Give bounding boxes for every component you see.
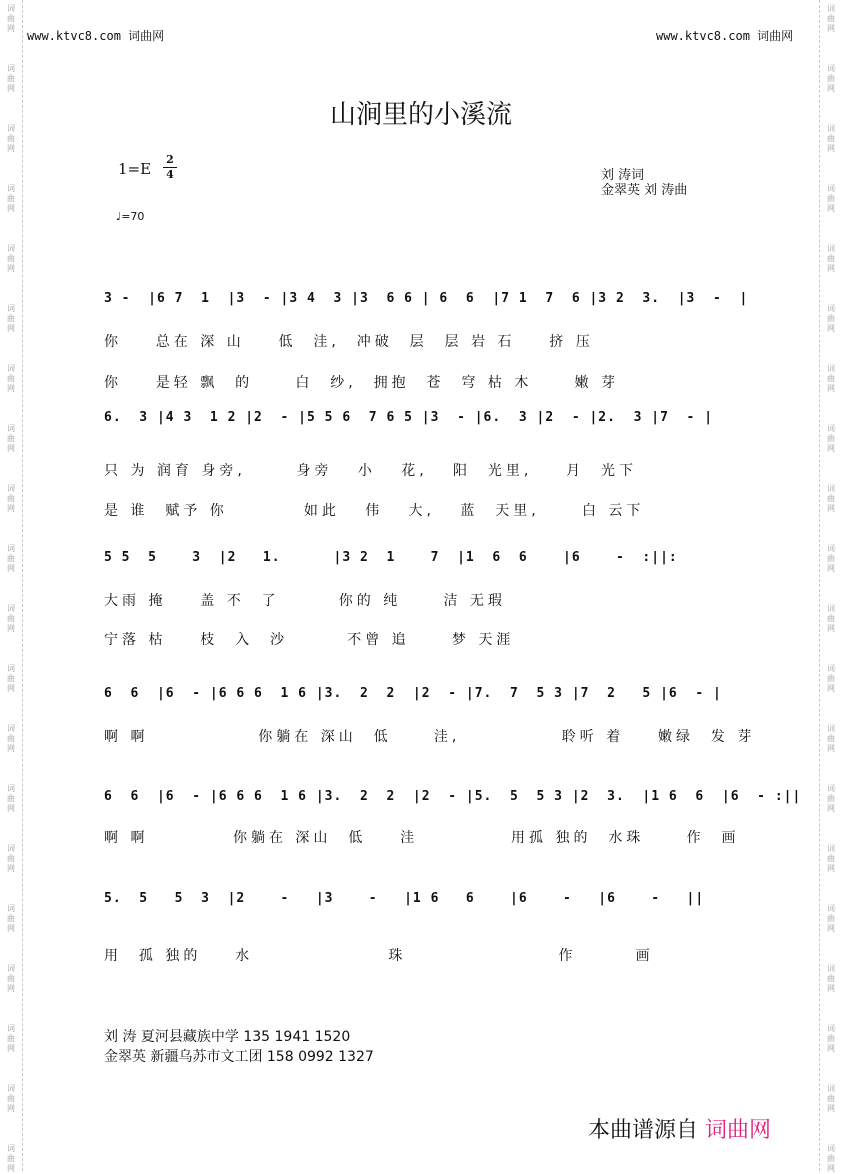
contact-lyricist: 刘 涛 夏河县藏族中学 135 1941 1520	[104, 1029, 351, 1045]
side-watermark-text: 词 曲 网	[827, 844, 835, 873]
lyric-line-3-verse-2: 宁落 枯 枝 入 沙 不曾 追 梦 天涯	[104, 632, 515, 648]
source-label: 本曲谱源自	[588, 1118, 699, 1143]
notation-line-6: 5. 5 5 3 |2 - |3 - |1 6 6 |6 - |6 - ||	[104, 891, 705, 906]
lyric-line-1-verse-2: 你 是轻 飘 的 白 纱, 拥抱 苍 穹 枯 木 嫩 芽	[104, 375, 620, 391]
side-watermark-text: 词 曲 网	[7, 1084, 15, 1113]
side-watermark-text: 词 曲 网	[827, 184, 835, 213]
side-watermark-text: 词 曲 网	[7, 4, 15, 33]
side-watermark-text: 词 曲 网	[827, 124, 835, 153]
lyricist-credit: 刘 涛词	[601, 168, 645, 183]
side-watermark-text: 词 曲 网	[7, 424, 15, 453]
lyric-line-2-verse-1: 只 为 润育 身旁, 身旁 小 花, 阳 光里, 月 光下	[104, 463, 638, 479]
side-watermark-text: 词 曲 网	[827, 724, 835, 753]
side-watermark-text: 词 曲 网	[7, 964, 15, 993]
lyric-line-3-verse-1: 大雨 掩 盖 不 了 你的 纯 洁 无瑕	[104, 593, 506, 609]
notation-line-4: 6 6 |6 - |6 6 6 1 6 |3. 2 2 |2 - |7. 7 5 3 |7 2 5 |6 - |	[104, 686, 722, 701]
side-watermark-text: 词 曲 网	[827, 1084, 835, 1113]
notation-line-2: 6. 3 |4 3 1 2 |2 - |5 5 6 7 6 5 |3 - |6. 3 |2 - |2. 3 |7 - |	[104, 410, 714, 425]
lyric-line-1-verse-1: 你 总在 深 山 低 洼, 冲破 层 层 岩 石 挤 压	[104, 334, 594, 350]
side-watermark-text: 词 曲 网	[827, 1024, 835, 1053]
side-watermark-text: 词 曲 网	[827, 4, 835, 33]
side-watermark-text: 词 曲 网	[7, 904, 15, 933]
side-watermark-text: 词 曲 网	[7, 364, 15, 393]
side-watermark-text: 词 曲 网	[827, 544, 835, 573]
right-margin-watermark	[819, 0, 842, 1171]
lyric-line-2-verse-2: 是 谁 赋予 你 如此 伟 大, 蓝 天里, 白 云下	[104, 503, 645, 519]
song-title: 山涧里的小溪流	[329, 100, 512, 130]
contact-composer: 金翠英 新疆乌苏市文工团 158 0992 1327	[104, 1049, 374, 1065]
side-watermark-text: 词 曲 网	[7, 484, 15, 513]
header-site-right[interactable]: www.ktvc8.com 词曲网	[656, 29, 794, 43]
notation-line-3: 5 5 5 3 |2 1. |3 2 1 7 |1 6 6 |6 - :||:	[104, 550, 678, 565]
lyric-line-4: 啊 啊 你躺在 深山 低 洼, 聆听 着 嫩绿 发 芽	[104, 729, 756, 745]
side-watermark-text: 词 曲 网	[827, 964, 835, 993]
side-watermark-text: 词 曲 网	[827, 424, 835, 453]
source-credit	[588, 1113, 771, 1144]
tempo-marking: ♩=70	[116, 210, 145, 223]
side-watermark-text: 词 曲 网	[7, 844, 15, 873]
side-watermark-text: 词 曲 网	[827, 64, 835, 93]
side-watermark-text: 词 曲 网	[7, 1144, 15, 1173]
source-brand-link[interactable]: 词曲网	[705, 1118, 772, 1143]
side-watermark-text: 词 曲 网	[827, 784, 835, 813]
notation-line-1: 3 - |6 7 1 |3 - |3 4 3 |3 6 6 | 6 6 |7 1 7 6 |3 2 3. |3 - |	[104, 291, 749, 306]
side-watermark-text: 词 曲 网	[7, 244, 15, 273]
side-watermark-text: 词 曲 网	[827, 664, 835, 693]
side-watermark-text: 词 曲 网	[827, 244, 835, 273]
lyric-line-6: 用 孤 独的 水 珠 作 画	[104, 948, 654, 964]
composer-credit: 金翠英 刘 涛曲	[601, 183, 688, 198]
left-margin-watermark	[0, 0, 23, 1171]
time-signature: 2 4	[163, 154, 177, 181]
side-watermark-text: 词 曲 网	[7, 784, 15, 813]
side-watermark-text: 词 曲 网	[7, 1024, 15, 1053]
notation-line-5: 6 6 |6 - |6 6 6 1 6 |3. 2 2 |2 - |5. 5 5 3 |2 3. |1 6 6 |6 - :||	[104, 789, 802, 804]
side-watermark-text: 词 曲 网	[7, 604, 15, 633]
lyric-line-5: 啊 啊 你躺在 深山 低 洼 用孤 独的 水珠 作 画	[104, 830, 740, 846]
side-watermark-text: 词 曲 网	[7, 664, 15, 693]
side-watermark-text: 词 曲 网	[7, 184, 15, 213]
side-watermark-text: 词 曲 网	[827, 484, 835, 513]
header-site-left[interactable]: www.ktvc8.com 词曲网	[27, 29, 165, 43]
side-watermark-text: 词 曲 网	[7, 124, 15, 153]
side-watermark-text: 词 曲 网	[827, 364, 835, 393]
side-watermark-text: 词 曲 网	[7, 304, 15, 333]
side-watermark-text: 词 曲 网	[7, 724, 15, 753]
side-watermark-text: 词 曲 网	[827, 904, 835, 933]
side-watermark-text: 词 曲 网	[7, 544, 15, 573]
side-watermark-text: 词 曲 网	[827, 304, 835, 333]
side-watermark-text: 词 曲 网	[827, 1144, 835, 1173]
side-watermark-text: 词 曲 网	[827, 604, 835, 633]
side-watermark-text: 词 曲 网	[7, 64, 15, 93]
key-signature: 1=E	[118, 160, 152, 178]
